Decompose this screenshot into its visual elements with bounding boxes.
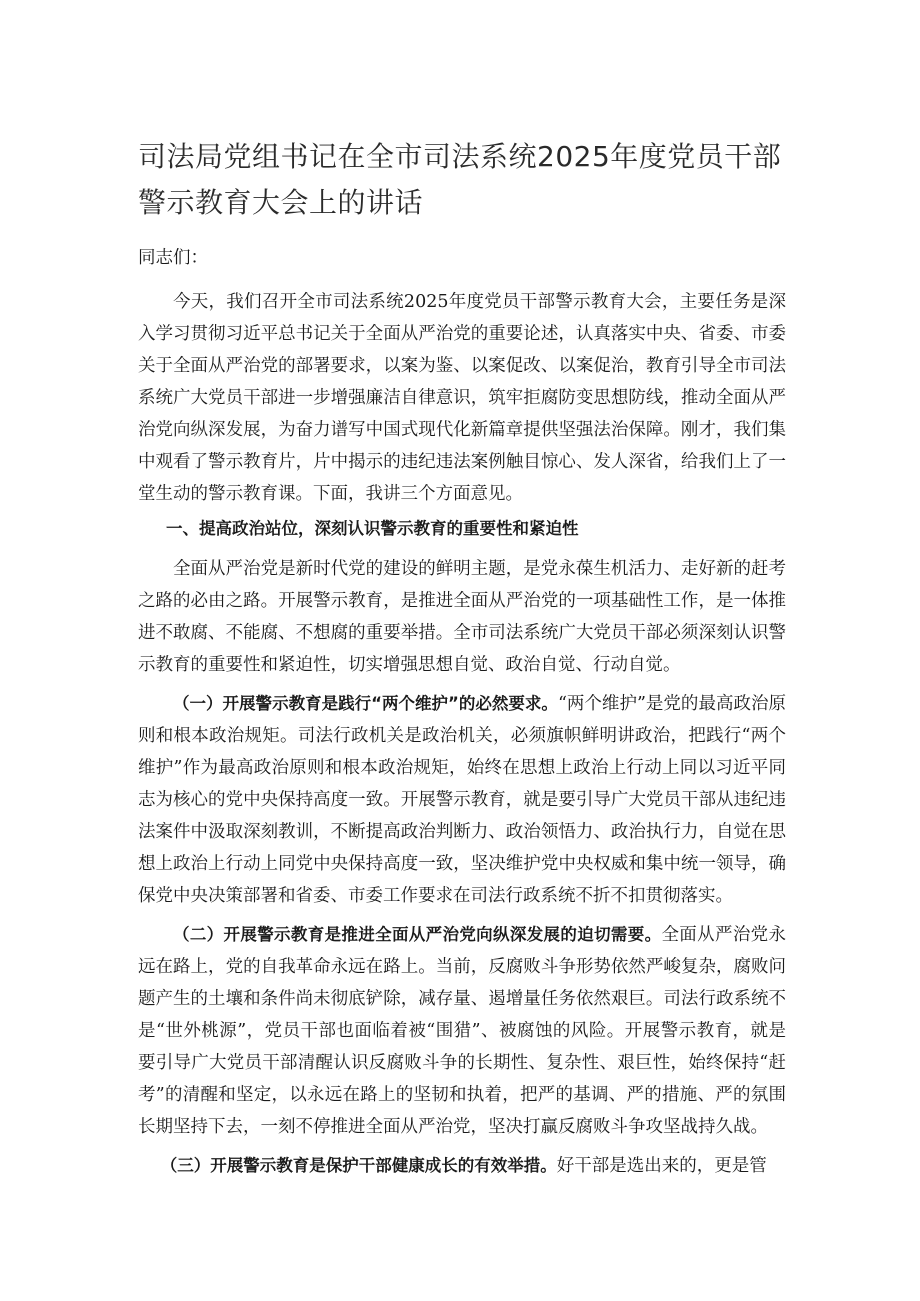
section1-heading: 一、提高政治站位，深刻认识警示教育的重要性和紧迫性 — [166, 519, 579, 538]
item3-lead: （三）开展警示教育是保护干部健康成长的有效举措。 — [160, 1156, 557, 1175]
salutation: 同志们： — [138, 248, 208, 268]
item2-paragraph — [138, 919, 786, 1143]
section1-paragraph: 全面从严治党是新时代党的建设的鲜明主题，是党永葆生机活力、走好新的赶考之路的必由之路。开展警示教育，是推进全面从严治党的一项基础性工作，是一体推进不敢腐、不能腐、不想腐的重要举措。全市司法系统广大党员干部必须深刻认识警示教育的重要性和紧迫性，切实增强思想自觉、政治自觉、行动自觉。 — [138, 559, 786, 675]
item1-text: “两个维护”是党的最高政治原则和根本政治规矩。司法行政机关是政治机关，必须旗帜鲜明讲政治，把践行“两个维护”作为最高政治原则和根本政治规矩，始终在思想上政治上行动上同以习近平同志为核心的党中央保持高度一致。开展警示教育，就是要引导广大党员干部从违纪违法案件中汲取深刻教训，不断提高政治判断力、政治领悟力、政治执行力，自觉在思想上政治上行动上同党中央保持高度一致，坚决维护党中央权威和集中统一领导，确保党中央决策部署和省委、市委工作要求在司法行政系统不折不扣贯彻落实。 — [138, 694, 786, 906]
intro-paragraph: 今天，我们召开全市司法系统2025年度党员干部警示教育大会，主要任务是深入学习贯彻习近平总书记关于全面从严治党的重要论述，认真落实中央、省委、市委关于全面从严治党的部署要求，以案为鉴、以案促改、以案促治，教育引导全市司法系统广大党员干部进一步增强廉洁自律意识，筑牢拒腐防变思想防线，推动全面从严治党向纵深发展，为奋力谱写中国式现代化新篇章提供坚强法治保障。刚才，我们集中观看了警示教育片，片中揭示的违纪违法案例触目惊心、发人深省，给我们上了一堂生动的警示教育课。下面，我讲三个方面意见。 — [138, 292, 786, 504]
item2-lead: （二）开展警示教育是推进全面从严治党向纵深发展的迫切需要。 — [173, 925, 662, 944]
item3-paragraph — [138, 1150, 786, 1182]
item1-paragraph — [138, 688, 786, 912]
item2-text: 全面从严治党永远在路上，党的自我革命永远在路上。当前，反腐败斗争形势依然严峻复杂，腐败问题产生的土壤和条件尚未彻底铲除，减存量、遏增量任务依然艰巨。司法行政系统不是“世外桃源”，党员干部也面临着被“围猎”、被腐蚀的风险。开展警示教育，就是要引导广大党员干部清醒认识反腐败斗争的长期性、复杂性、艰巨性，始终保持“赶考”的清醒和坚定，以永远在路上的坚韧和执着，把严的基调、严的措施、严的氛围长期坚持下去，一刻不停推进全面从严治党，坚决打赢反腐败斗争攻坚战持久战。 — [138, 925, 787, 1137]
item3-text: 好干部是选出来的，更是管 — [556, 1156, 767, 1176]
item1-lead: （一）开展警示教育是践行“两个维护”的必然要求。 — [173, 694, 558, 713]
document-title: 司法局党组书记在全市司法系统2025年度党员干部警示教育大会上的讲话 — [138, 140, 782, 219]
